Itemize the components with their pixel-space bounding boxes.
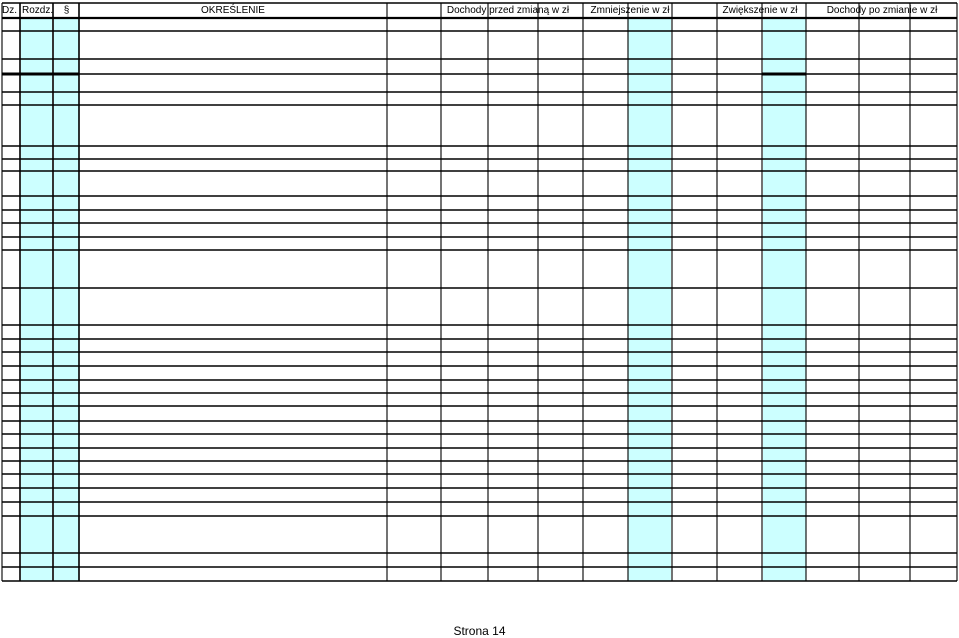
highlight-column <box>21 19 52 581</box>
header-dz: Dz. <box>2 5 17 16</box>
header-przed-zmiana: Dochody przed zmianą w zł <box>446 5 570 16</box>
highlight-column <box>54 19 79 581</box>
header-zwiekszenie: Zwiększenie w zł <box>722 5 798 16</box>
header-rozdz: Rozdz. <box>22 5 54 16</box>
header-zmniejszenie: Zmniejszenie w zł <box>590 5 670 16</box>
highlight-column <box>628 19 671 581</box>
header-okreslenie: OKREŚLENIE <box>201 5 265 16</box>
header-paragraph: § <box>63 5 70 16</box>
highlight-column <box>763 19 806 581</box>
page-number: Strona 14 <box>453 624 506 638</box>
header-po-zmianie: Dochody po zmianie w zł <box>826 5 938 16</box>
